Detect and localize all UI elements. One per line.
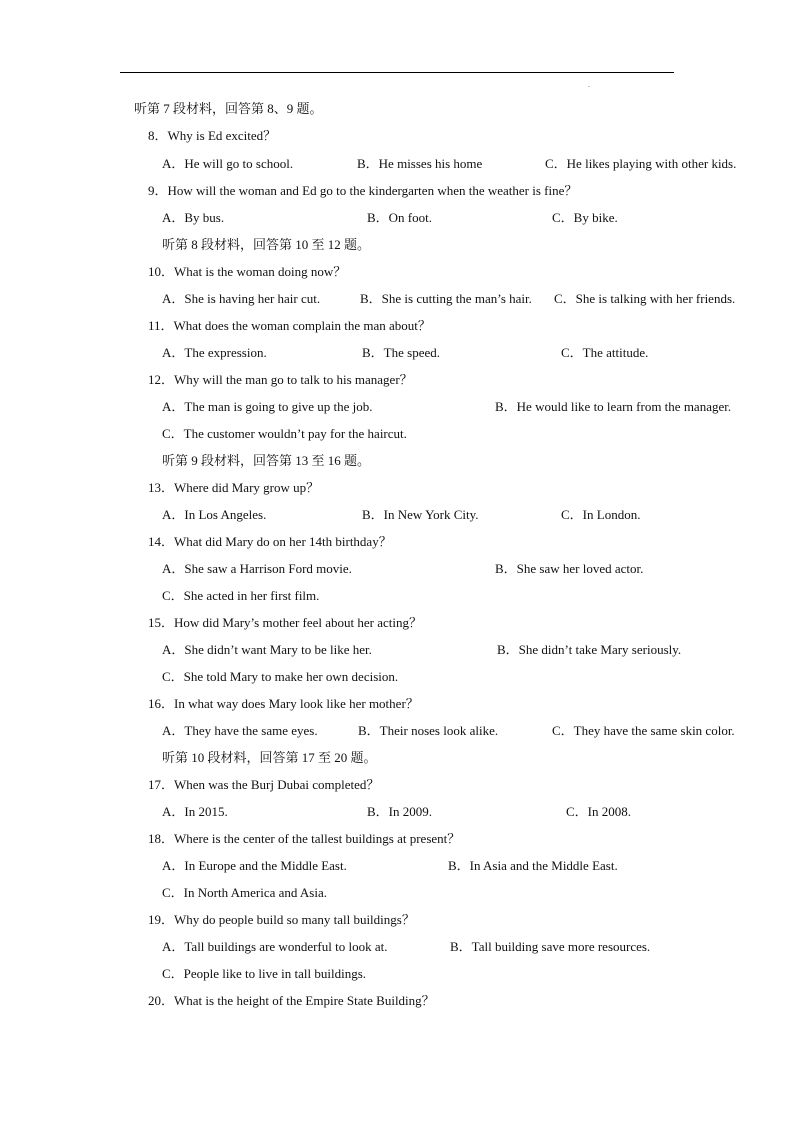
q15-option-a: A．She didn’t want Mary to be like her.: [162, 642, 372, 657]
q17-option-b: B．In 2009.: [367, 804, 433, 819]
q16-option-c: C．They have the same skin color.: [552, 723, 735, 738]
q9-option-b: B．On foot.: [367, 210, 433, 225]
q9-option-c: C．By bike.: [552, 210, 618, 225]
question-11: 11．What does the woman complain the man about？: [148, 318, 431, 333]
q18-option-a: A．In Europe and the Middle East.: [162, 858, 347, 873]
question-9: 9．How will the woman and Ed go to the kindergarten when the weather is fine？: [148, 183, 578, 198]
q13-option-c: C．In London.: [561, 507, 641, 522]
q18-option-c: C．In North America and Asia.: [162, 885, 327, 900]
q13-option-b: B．In New York City.: [362, 507, 479, 522]
q19-option-a: A．Tall buildings are wonderful to look at.: [162, 939, 388, 954]
q13-option-a: A．In Los Angeles.: [162, 507, 267, 522]
question-18: 18．Where is the center of the tallest buildings at present？: [148, 831, 461, 846]
q15-option-c: C．She told Mary to make her own decision.: [162, 669, 399, 684]
stray-dot: .: [588, 80, 590, 89]
section-heading-7: 听第 7 段材料，回答第 8、9 题。: [134, 101, 323, 116]
q16-option-b: B．Their noses look alike.: [358, 723, 499, 738]
q8-option-b: B．He misses his home: [357, 156, 483, 171]
q12-option-a: A．The man is going to give up the job.: [162, 399, 373, 414]
q11-option-a: A．The expression.: [162, 345, 267, 360]
q9-option-a: A．By bus.: [162, 210, 225, 225]
q14-option-b: B．She saw her loved actor.: [495, 561, 644, 576]
q12-option-c: C．The customer wouldn’t pay for the haircut.: [162, 426, 407, 441]
q8-option-a: A．He will go to school.: [162, 156, 294, 171]
q17-option-c: C．In 2008.: [566, 804, 632, 819]
question-20: 20．What is the height of the Empire State Building？: [148, 993, 435, 1008]
section-heading-9: 听第 9 段材料，回答第 13 至 16 题。: [162, 453, 371, 468]
q19-option-c: C．People like to live in tall buildings.: [162, 966, 367, 981]
q10-option-a: A．She is having her hair cut.: [162, 291, 321, 306]
question-13: 13．Where did Mary grow up？: [148, 480, 320, 495]
q16-option-a: A．They have the same eyes.: [162, 723, 318, 738]
q10-option-c: C．She is talking with her friends.: [554, 291, 736, 306]
section-heading-8: 听第 8 段材料，回答第 10 至 12 题。: [162, 237, 371, 252]
question-19: 19．Why do people build so many tall buildings？: [148, 912, 415, 927]
q8-option-c: C．He likes playing with other kids.: [545, 156, 737, 171]
question-15: 15．How did Mary’s mother feel about her acting？: [148, 615, 423, 630]
question-17: 17．When was the Burj Dubai completed？: [148, 777, 380, 792]
top-rule: [120, 72, 674, 73]
q14-option-c: C．She acted in her first film.: [162, 588, 320, 603]
question-12: 12．Why will the man go to talk to his manager？: [148, 372, 413, 387]
q18-option-b: B．In Asia and the Middle East.: [448, 858, 618, 873]
q19-option-b: B．Tall building save more resources.: [450, 939, 651, 954]
question-10: 10．What is the woman doing now？: [148, 264, 347, 279]
q10-option-b: B．She is cutting the man’s hair.: [360, 291, 532, 306]
q14-option-a: A．She saw a Harrison Ford movie.: [162, 561, 352, 576]
q15-option-b: B．She didn’t take Mary seriously.: [497, 642, 682, 657]
q11-option-b: B．The speed.: [362, 345, 440, 360]
question-8: 8．Why is Ed excited？: [148, 128, 277, 143]
q17-option-a: A．In 2015.: [162, 804, 228, 819]
q12-option-b: B．He would like to learn from the manager.: [495, 399, 732, 414]
question-16: 16．In what way does Mary look like her mother？: [148, 696, 419, 711]
q11-option-c: C．The attitude.: [561, 345, 649, 360]
question-14: 14．What did Mary do on her 14th birthday？: [148, 534, 392, 549]
section-heading-10: 听第 10 段材料，回答第 17 至 20 题。: [162, 750, 377, 765]
